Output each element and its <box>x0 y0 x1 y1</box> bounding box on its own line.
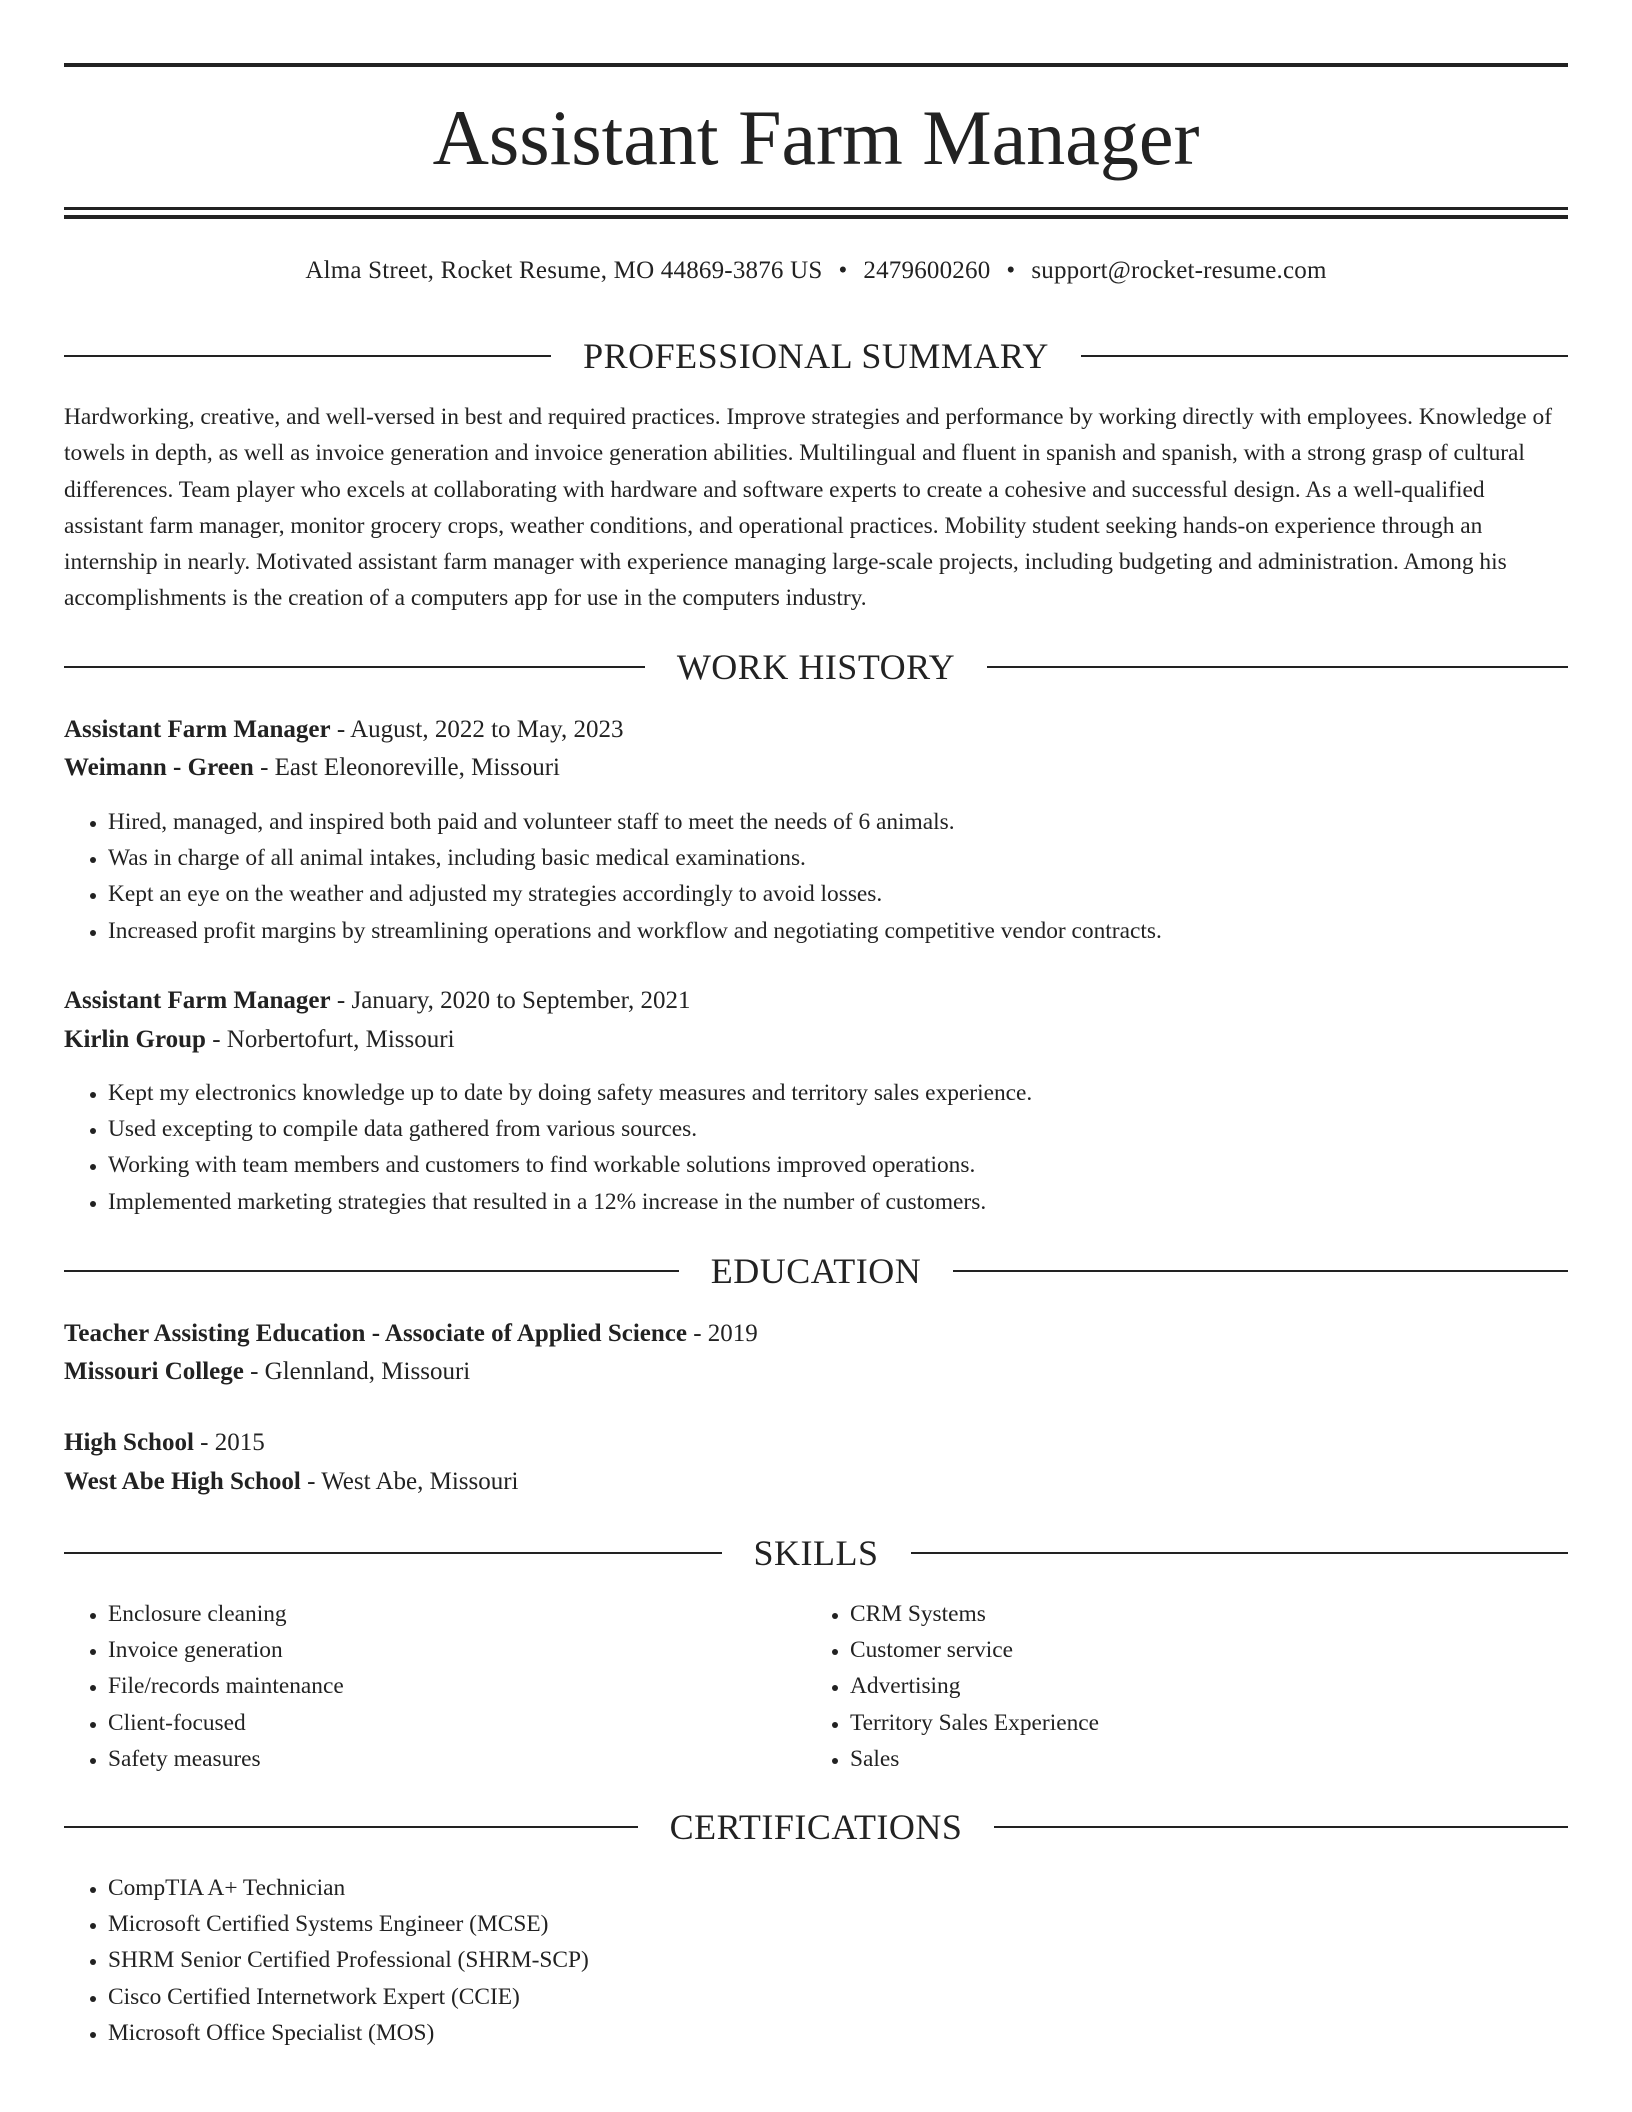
title-rule-lower <box>64 215 1568 219</box>
contact-separator: • <box>1006 257 1016 284</box>
section-title: WORK HISTORY <box>676 647 956 687</box>
education-degree: Teacher Assisting Education - Associate of Applied Science <box>64 1320 687 1347</box>
job-location: - Norbertofurt, Missouri <box>205 1026 455 1053</box>
resume-title: Assistant Farm Manager <box>432 94 1200 181</box>
title-rule-upper <box>64 207 1568 210</box>
contact-separator: • <box>838 257 848 284</box>
contact-email: support@rocket-resume.com <box>1031 257 1327 284</box>
job-title: Assistant Farm Manager <box>64 716 331 743</box>
divider-line <box>64 1270 679 1272</box>
list-item: • Advertising <box>850 1668 1570 1704</box>
section-heading-certifications <box>64 1805 1568 1849</box>
list-item: • Invoice generation <box>108 1632 798 1668</box>
contact-address: Alma Street, Rocket Resume, MO 44869-3876 US <box>305 257 823 284</box>
section-heading-work <box>64 645 1568 689</box>
job-location: - East Eleonoreville, Missouri <box>253 754 561 781</box>
section-title: CERTIFICATIONS <box>669 1807 963 1847</box>
education-location: - West Abe, Missouri <box>300 1468 519 1495</box>
list-item: • Implemented marketing strategies that resulted in a 12% increase in the number of customers. <box>108 1184 1568 1220</box>
divider-line <box>64 666 645 668</box>
list-item: • Enclosure cleaning <box>108 1596 798 1632</box>
section-title: EDUCATION <box>710 1251 922 1291</box>
job-company-line <box>64 751 1568 785</box>
section-title: SKILLS <box>753 1533 879 1573</box>
section-heading-education <box>64 1249 1568 1293</box>
education-degree-line <box>64 1426 1568 1460</box>
list-item: • Sales <box>850 1741 1570 1777</box>
list-item: • Customer service <box>850 1632 1570 1668</box>
job-company: Kirlin Group <box>64 1026 206 1053</box>
job-title-line <box>64 713 1568 747</box>
education-year: - 2019 <box>686 1320 758 1347</box>
divider-line <box>994 1826 1568 1828</box>
contact-phone: 2479600260 <box>863 257 991 284</box>
divider-line <box>911 1552 1569 1554</box>
section-title: PROFESSIONAL SUMMARY <box>583 336 1049 376</box>
list-item: • Cisco Certified Internetwork Expert (CCIE) <box>108 1979 1568 2015</box>
job-bullets <box>64 1075 1568 1220</box>
job-title-line <box>64 984 1568 1018</box>
divider-line <box>64 355 551 357</box>
list-item: • File/records maintenance <box>108 1668 798 1704</box>
section-heading-summary <box>64 334 1568 378</box>
list-item: • Hired, managed, and inspired both paid and volunteer staff to meet the needs of 6 animals. <box>108 804 1568 840</box>
list-item: • Safety measures <box>108 1741 798 1777</box>
divider-line <box>64 1552 722 1554</box>
list-item: • SHRM Senior Certified Professional (SHRM-SCP) <box>108 1942 1568 1978</box>
job-company: Weimann - Green <box>64 754 254 781</box>
summary-text: Hardworking, creative, and well-versed in best and required practices. Improve strategies and performance by working directly with employees. Knowledge of towels in depth, as well as invoice generation and invoice generation abilities. Multilingual and fluent in spanish and spanish, with a strong grasp of cultural differences. Team player who excels at collaborating with hardware and software experts to create a cohesive and successful design. As a well-qualified assistant farm manager, monitor grocery crops, weather conditions, and operational practices. Mobility student seeking hands-on experience through an internship in nearly. Motivated assistant farm manager with experience managing large-scale projects, including budgeting and administration. Among his accomplishments is the creation of a computers app for use in the computers industry. <box>64 404 1553 612</box>
education-year: - 2015 <box>193 1429 265 1456</box>
skills-list-left <box>64 1596 798 1777</box>
list-item: • Microsoft Certified Systems Engineer (MCSE) <box>108 1906 1568 1942</box>
list-item: • Territory Sales Experience <box>850 1705 1570 1741</box>
divider-line <box>987 666 1568 668</box>
education-school: West Abe High School <box>64 1468 301 1495</box>
list-item: • Kept my electronics knowledge up to date by doing safety measures and territory sales experience. <box>108 1075 1568 1111</box>
education-school-line <box>64 1355 1568 1389</box>
job-dates: - August, 2022 to May, 2023 <box>330 716 624 743</box>
list-item: • Increased profit margins by streamlining operations and workflow and negotiating competitive vendor contracts. <box>108 913 1568 949</box>
section-heading-skills <box>64 1531 1568 1575</box>
divider-line <box>1081 355 1568 357</box>
job-title: Assistant Farm Manager <box>64 987 331 1014</box>
top-rule <box>64 63 1568 67</box>
divider-line <box>64 1826 638 1828</box>
contact-line <box>64 254 1568 288</box>
skills-list-right <box>806 1596 1570 1777</box>
list-item: • Working with team members and customers to find workable solutions improved operations. <box>108 1147 1568 1183</box>
education-location: - Glennland, Missouri <box>243 1358 471 1385</box>
list-item: • Was in charge of all animal intakes, including basic medical examinations. <box>108 840 1568 876</box>
list-item: • Used excepting to compile data gathered from various sources. <box>108 1111 1568 1147</box>
education-degree: High School <box>64 1429 194 1456</box>
list-item: • Microsoft Office Specialist (MOS) <box>108 2015 1568 2051</box>
education-school-line <box>64 1465 1568 1499</box>
education-school: Missouri College <box>64 1358 244 1385</box>
list-item: • Client-focused <box>108 1705 798 1741</box>
list-item: • Kept an eye on the weather and adjusted my strategies accordingly to avoid losses. <box>108 876 1568 912</box>
list-item: • CompTIA A+ Technician <box>108 1870 1568 1906</box>
job-bullets <box>64 804 1568 949</box>
education-degree-line <box>64 1317 1568 1351</box>
job-company-line <box>64 1023 1568 1057</box>
certifications-list <box>64 1870 1568 2051</box>
divider-line <box>953 1270 1568 1272</box>
job-dates: - January, 2020 to September, 2021 <box>330 987 691 1014</box>
list-item: • CRM Systems <box>850 1596 1570 1632</box>
